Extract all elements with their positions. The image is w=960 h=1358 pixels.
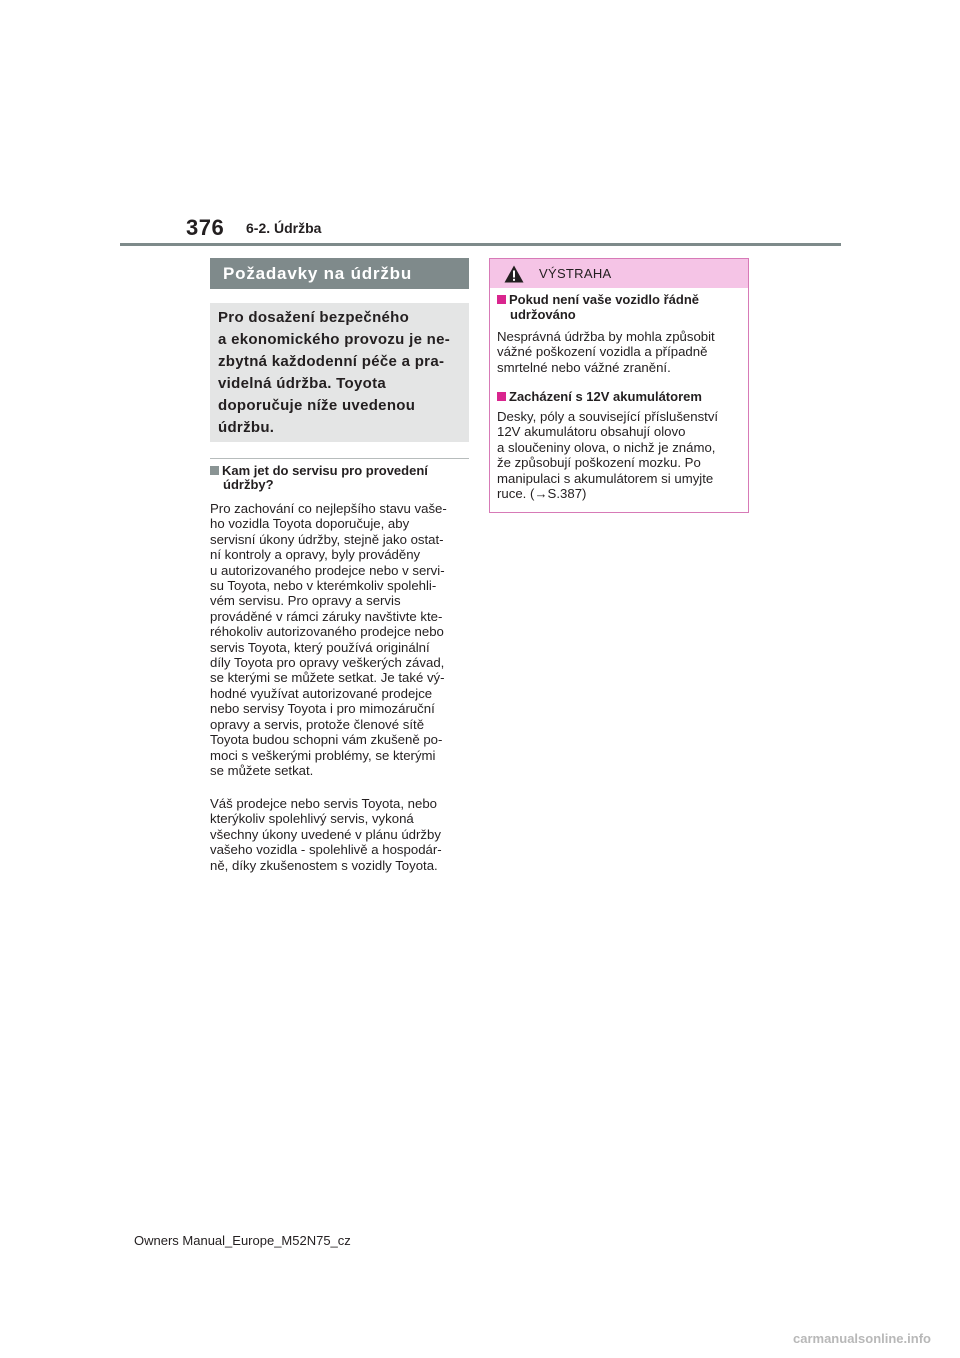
text-line: smrtelné nebo vážné zranění. (497, 359, 671, 375)
subheading-service (210, 464, 470, 492)
text-line: že způsobují poškození mozku. Po (497, 455, 701, 471)
subheading-line: Kam jet do servisu pro provedení (222, 463, 428, 478)
text-line: Nesprávná údržba by mohla způsobit (497, 329, 715, 344)
warning-subheading-battery (497, 390, 747, 405)
subsection-divider (210, 458, 469, 459)
intro-line: Pro dosažení bezpečného (218, 309, 410, 326)
subheading-line: Pokud není vaše vozidlo řádně (509, 292, 699, 307)
text-line: réhokoliv autorizovaného prodejce nebo (210, 624, 444, 640)
text-line: se můžete setkat. (210, 762, 314, 778)
footer-manual-id: Owners Manual_Europe_M52N75_cz (134, 1233, 351, 1248)
text-line: Pro zachování co nejlepšího stavu vaše- (210, 501, 447, 516)
text-line: 12V akumulátoru obsahují olovo (497, 424, 686, 440)
text-line: vém servisu. Pro opravy a servis (210, 593, 401, 609)
subheading-line: údržby? (223, 477, 274, 492)
warning-paragraph-battery (497, 409, 747, 501)
text-line: u autorizovaného prodejce nebo v servi- (210, 562, 445, 578)
warning-paragraph-maintenance (497, 329, 747, 375)
text-line: ně, díky zkušenostem s vozidly Toyota. (210, 857, 438, 873)
text-line: hodné využívat autorizované prodejce (210, 685, 433, 701)
text-line: servis Toyota, který používá originální (210, 639, 430, 655)
text-line: vašeho vozidla - spolehlivě a hospodár- (210, 842, 442, 858)
text-line: ho vozidla Toyota doporučuje, aby (210, 516, 410, 532)
intro-line: zbytná každodenní péče a pra- (218, 353, 445, 370)
text-line: všechny úkony uvedené v plánu údržby (210, 826, 441, 842)
text-line: a sloučeniny olova, o nichž je známo, (497, 439, 716, 455)
warning-subheading-maintenance (497, 293, 747, 322)
warning-header (490, 259, 748, 288)
text-line: díly Toyota pro opravy veškerých závad, (210, 655, 445, 671)
text-line: nebo servisy Toyota i pro mimozáruční (210, 701, 435, 717)
intro-line: údržbu. (218, 419, 275, 436)
text-line: su Toyota, nebo v kterémkoliv spolehli- (210, 578, 437, 594)
intro-line: videlná údržba. Toyota (218, 375, 387, 392)
section-heading: Požadavky na údržbu (210, 258, 469, 289)
paragraph-dealer (210, 796, 472, 873)
subheading-line: udržováno (510, 306, 576, 322)
section-title: 6-2. Údržba (246, 220, 322, 236)
square-bullet-icon (210, 466, 219, 475)
intro-line: doporučuje níže uvedenou (218, 397, 416, 414)
page-number: 376 (186, 215, 225, 240)
text-line: kterýkoliv spolehlivý servis, vykoná (210, 811, 414, 827)
warning-triangle-icon (504, 265, 524, 283)
text-line: ní kontroly a opravy, byly prováděny (210, 547, 421, 563)
text-line: opravy a servis, protože členové sítě (210, 716, 425, 732)
header-divider (120, 243, 841, 246)
text-line: Váš prodejce nebo servis Toyota, nebo (210, 796, 438, 811)
intro-box (210, 303, 469, 442)
warning-box (489, 258, 749, 513)
text-line: Desky, póly a související příslušenství (497, 409, 719, 424)
subheading-line: Zacházení s 12V akumulátorem (509, 389, 702, 404)
text-line: servisní úkony údržby, stejně jako ostat- (210, 531, 444, 547)
watermark: carmanualsonline.info (793, 1331, 931, 1346)
square-bullet-icon (497, 392, 506, 401)
text-line: Toyota budou schopni vám zkušeně po- (210, 732, 443, 748)
page-reference-link[interactable]: ruce. (→S.387) (497, 486, 587, 502)
intro-line: a ekonomického provozu je ne- (218, 331, 451, 348)
text-line: moci s veškerými problémy, se kterými (210, 747, 436, 763)
square-bullet-icon (497, 295, 506, 304)
text-line: manipulaci s akumulátorem si umyjte (497, 470, 714, 486)
text-line: prováděné v rámci záruky navštivte kte- (210, 608, 443, 624)
paragraph-service (210, 501, 472, 778)
text-line: se kterými se můžete setkat. Je také vý- (210, 670, 445, 686)
text-line: vážné poškození vozidla a případně (497, 344, 708, 360)
warning-title: VÝSTRAHA (539, 266, 612, 281)
